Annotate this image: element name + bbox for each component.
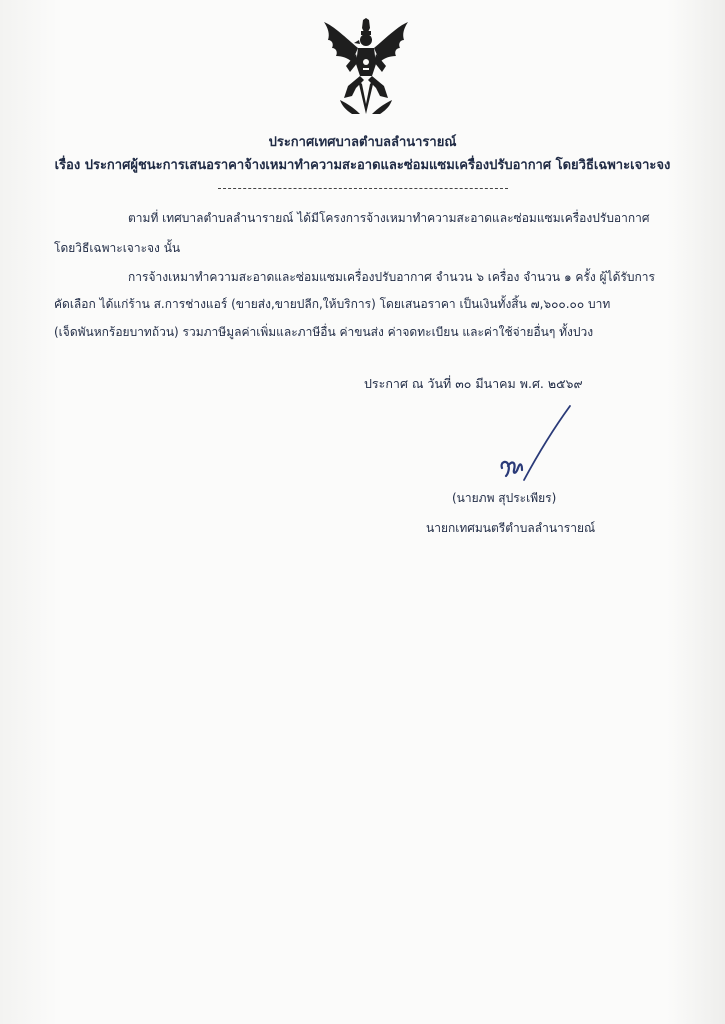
announcement-date: ประกาศ ณ วันที่ ๓๐ มีนาคม พ.ศ. ๒๕๖๙ bbox=[364, 376, 583, 391]
body-text-line: คัดเลือก ได้แก่ร้าน ส.การช่างแอร์ (ขายส่ง,ขายปลีก,ให้บริการ) โดยเสนอราคา เป็นเงินทั้งสิ้น ๗,๖๐๐.๐๐ บาท bbox=[54, 297, 611, 311]
signer-position: นายกเทศมนตรีตำบลลำนารายณ์ bbox=[426, 521, 596, 535]
separator-line bbox=[218, 188, 508, 189]
signature-icon bbox=[494, 404, 574, 484]
body-text-line: การจ้างเหมาทำความสะอาดและซ่อมแซมเครื่องปรับอากาศ จำนวน ๖ เครื่อง จำนวน ๑ ครั้ง ผู้ได้รับการ bbox=[128, 270, 655, 284]
garuda-emblem-icon bbox=[318, 18, 414, 116]
signer-name: (นายภพ สุประเพียร) bbox=[452, 491, 557, 505]
body-text-line: (เจ็ดพันหกร้อยบาทถ้วน) รวมภาษีมูลค่าเพิ่มและภาษีอื่น ค่าขนส่ง ค่าจดทะเบียน และค่าใช้จ่ายอื่นๆ ทั้งปวง bbox=[54, 325, 594, 339]
announcement-title: ประกาศเทศบาลตำบลลำนารายณ์ bbox=[268, 135, 457, 150]
body-text-line: ตามที่ เทศบาลตำบลลำนารายณ์ ได้มีโครงการจ้างเหมาทำความสะอาดและซ่อมแซมเครื่องปรับอากาศ bbox=[128, 211, 650, 225]
announcement-subject: เรื่อง ประกาศผู้ชนะการเสนอราคาจ้างเหมาทำความสะอาดและซ่อมแซมเครื่องปรับอากาศ โดยวิธีเฉพาะเจาะจง bbox=[54, 158, 671, 173]
body-text-line: โดยวิธีเฉพาะเจาะจง นั้น bbox=[54, 241, 181, 255]
